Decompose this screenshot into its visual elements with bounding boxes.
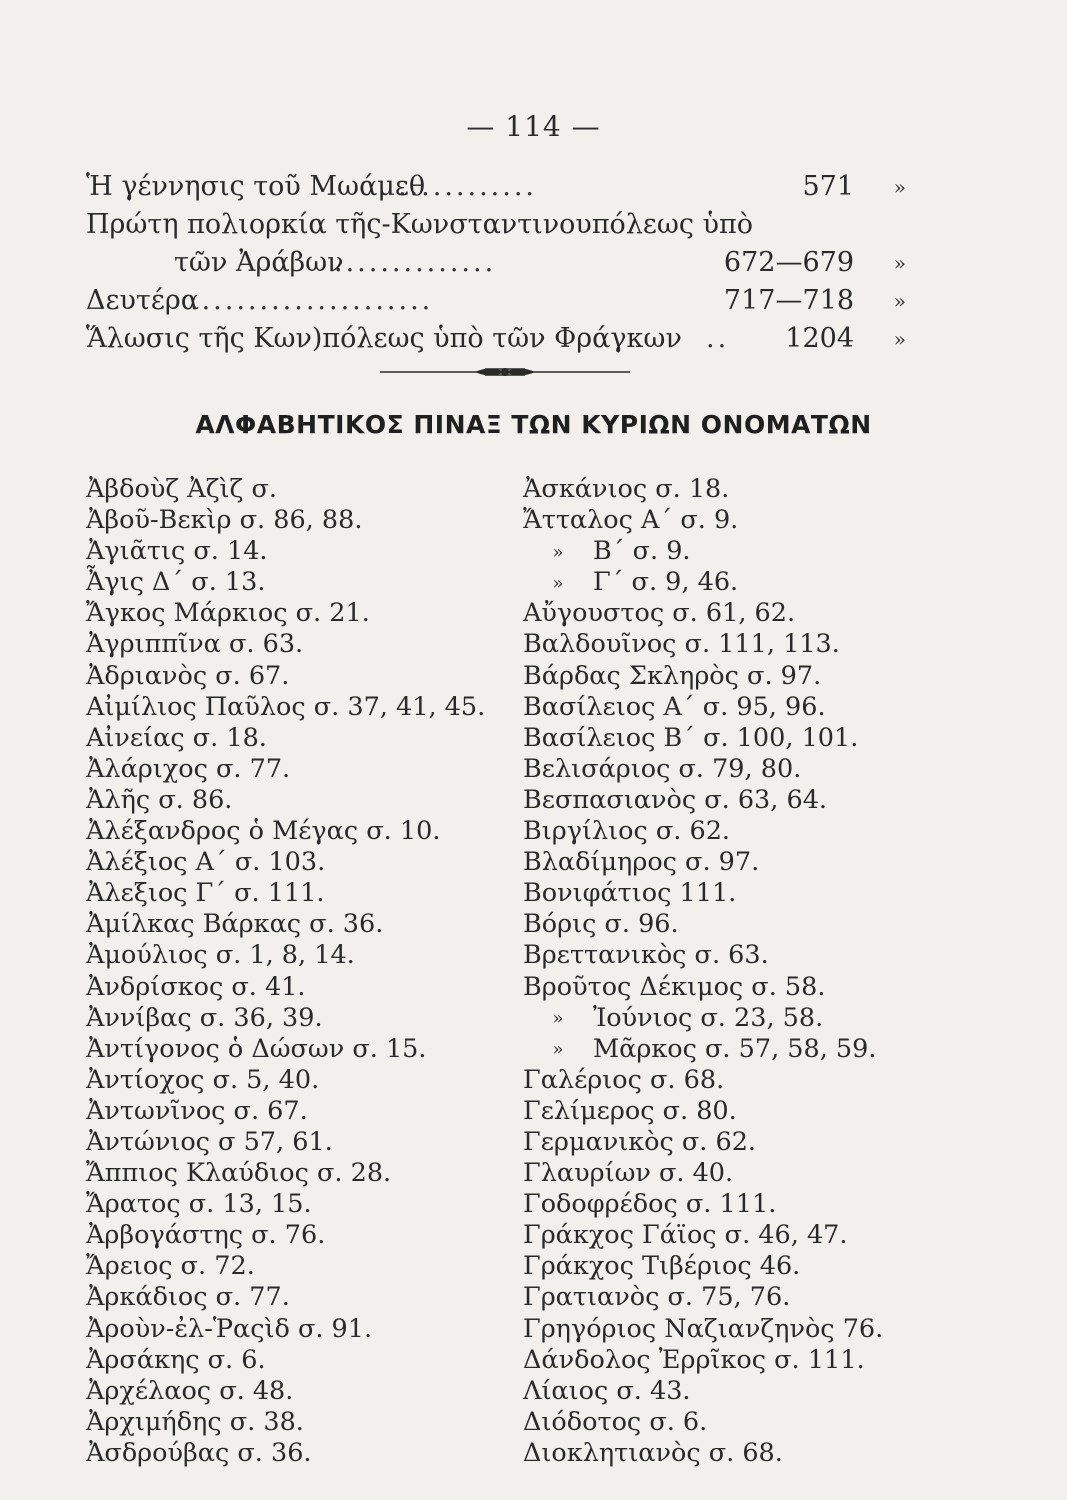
index-entry [523, 598, 883, 629]
index-entry-text: Βασίλειος Α΄ σ. 95, 96. [523, 691, 826, 722]
index-entry [523, 661, 883, 692]
ditto-mark: » [893, 251, 906, 275]
index-entry: Ἀμίλκας Βάρκας σ. 36. [86, 909, 384, 940]
index-entry: Ἀντώνιος σ 57, 61. [86, 1126, 333, 1157]
index-entry [523, 723, 883, 754]
chronology-year: 571 [802, 171, 854, 202]
index-entry [523, 1189, 883, 1220]
index-entry-text: Βελισάριος σ. 79, 80. [523, 753, 802, 784]
chronology-year: 672—679 [723, 247, 854, 278]
index-entry-text: Αὔγουστος σ. 61, 62. [523, 598, 796, 629]
index-entry: Ἀγιᾶτις σ. 14. [86, 536, 268, 567]
index-entry [523, 1034, 883, 1065]
chronology-list [86, 168, 906, 358]
index-entry [523, 1376, 883, 1407]
index-entry [523, 1096, 883, 1127]
index-entry: Ἀγριππῖνα σ. 63. [86, 629, 304, 660]
index-entry-text: Βαλδουῖνος σ. 111, 113. [523, 629, 840, 660]
index-heading: ΑΛΦΑΒΗΤΙΚΟΣ ΠΙΝΑΞ ΤΩΝ ΚΥΡΙΩΝ ΟΝΟΜΑΤΩΝ [195, 410, 872, 439]
index-entry [523, 1438, 883, 1469]
chronology-row [86, 320, 906, 358]
index-entry [523, 878, 883, 909]
ditto-mark: » [552, 1039, 564, 1061]
index-entry: Ἄρατος σ. 13, 15. [86, 1189, 312, 1220]
index-entry-text: Βόρις σ. 96. [523, 909, 679, 940]
ditto-mark: » [893, 175, 906, 199]
index-entry: Ἀλῆς σ. 86. [86, 784, 233, 815]
index-entry [523, 1407, 883, 1438]
index-entry: Ἀρσάκης σ. 6. [86, 1344, 266, 1375]
index-entry [523, 1251, 883, 1282]
ditto-mark: » [552, 1008, 564, 1030]
index-entry [523, 1314, 883, 1345]
index-entry: Ἆγις Δ΄ σ. 13. [86, 567, 266, 598]
index-entry-text: Γ΄ σ. 9, 46. [593, 567, 739, 598]
index-entry [523, 909, 883, 940]
chronology-event: Δευτέρα [86, 285, 199, 316]
index-entry: Ἀνδρίσκος σ. 41. [86, 971, 306, 1002]
index-entry: Ἀρβογάστης σ. 76. [86, 1220, 326, 1251]
index-entry-text: Διοκλητιανὸς σ. 68. [523, 1437, 783, 1468]
index-entry-text: Βεσπασιανὸς σ. 63, 64. [523, 784, 828, 815]
ditto-mark: » [552, 572, 564, 594]
index-entry-text: Γερμανικὸς σ. 62. [523, 1126, 757, 1157]
index-entry [523, 972, 883, 1003]
index-entry-text: Γελίμερος σ. 80. [523, 1095, 737, 1126]
index-entry-text: Γλαυρίων σ. 40. [523, 1158, 734, 1189]
ornament-divider [380, 360, 630, 384]
leader-dots: .. [706, 323, 730, 354]
index-entry-text: Ἄτταλος Α΄ σ. 9. [523, 505, 739, 536]
index-entry [523, 1345, 883, 1376]
index-entry: Ἀλάριχος σ. 77. [86, 753, 291, 784]
chronology-event: Ἅλωσις τῆς Κων)πόλεως ὑπὸ τῶν Φράγκων [86, 323, 682, 354]
index-entry-text: Βάρδας Σκληρὸς σ. 97. [523, 660, 822, 691]
leader-dots: .............. [334, 247, 497, 278]
chronology-year: 717—718 [723, 285, 854, 316]
index-entry [523, 754, 883, 785]
index-entry [523, 1003, 883, 1034]
index-entry [523, 1282, 883, 1313]
ditto-mark: » [893, 327, 906, 351]
index-entry [523, 847, 883, 878]
index-entry: Ἄγκος Μάρκιος σ. 21. [86, 598, 370, 629]
chronology-row [86, 282, 906, 320]
index-entry [523, 692, 883, 723]
ditto-mark: » [893, 289, 906, 313]
ditto-mark: » [552, 541, 564, 563]
index-entry: Ἀδριανὸς σ. 67. [86, 660, 290, 691]
index-entry-text: Μᾶρκος σ. 57, 58, 59. [593, 1033, 877, 1064]
index-entry-text: Γοδοφρέδος σ. 111. [523, 1189, 777, 1220]
index-entry: Ἀντίοχος σ. 5, 40. [86, 1064, 320, 1095]
index-entry-text: Ἀσκάνιος σ. 18. [523, 474, 730, 504]
page-number: — 114 — [466, 110, 601, 143]
index-entry: Ἀννίβας σ. 36, 39. [86, 1002, 323, 1033]
index-entry-text: Γράκχος Γάϊος σ. 46, 47. [523, 1220, 848, 1251]
index-entry-text: Βασίλειος Β΄ σ. 100, 101. [523, 722, 859, 753]
index-entry: Ἀμούλιος σ. 1, 8, 14. [86, 940, 355, 971]
index-entry [523, 1158, 883, 1189]
index-entry: Αἰνείας σ. 18. [86, 722, 267, 753]
index-entry: Ἄππιος Κλαύδιος σ. 28. [86, 1158, 392, 1189]
index-entry: Ἀροὺν-ἐλ-Ῥαςὶδ σ. 91. [86, 1313, 373, 1344]
index-entry: Ἀλεξιος Γ΄ σ. 111. [86, 878, 325, 909]
index-entry [523, 474, 883, 505]
index-entry [523, 567, 883, 598]
index-entry: Ἀλέξανδρος ὁ Μέγας σ. 10. [86, 816, 441, 847]
chronology-event: Ἡ γέννησις τοῦ Μωάμεθ [86, 171, 426, 202]
index-entry-text: Βλαδίμηρος σ. 97. [523, 847, 760, 878]
index-entry-text: Γρηγόριος Ναζιανζηνὸς 76. [523, 1313, 884, 1344]
index-entry [523, 940, 883, 971]
index-entry [523, 629, 883, 660]
chronology-row [86, 244, 906, 282]
index-entry: Ἀρχέλαος σ. 48. [86, 1375, 294, 1406]
chronology-event: τῶν Ἀράβων [174, 247, 344, 278]
index-entry [523, 1220, 883, 1251]
index-entry [523, 505, 883, 536]
index-entry-text: Βονιφάτιος 111. [523, 878, 737, 909]
index-entry-text: Β΄ σ. 9. [593, 536, 691, 567]
index-entry-text: Γρατιανὸς σ. 75, 76. [523, 1282, 791, 1313]
index-entry: Ἀβδοὺζ Ἀζὶζ σ. [86, 474, 277, 504]
index-entry-text: Δάνδολος Ἐρρῖκος σ. 111. [523, 1344, 865, 1375]
index-entry: Αἰμίλιος Παῦλος σ. 37, 41, 45. [86, 691, 486, 722]
index-entry: Ἀβοῦ-Βεκὶρ σ. 86, 88. [86, 505, 363, 536]
index-entry [523, 1127, 883, 1158]
index-entry-text: Γράκχος Τιβέριος 46. [523, 1251, 801, 1282]
index-entry: Ἀσδρούβας σ. 36. [86, 1437, 312, 1468]
index-entry-text: Βροῦτος Δέκιμος σ. 58. [523, 971, 826, 1002]
index-entry [523, 536, 883, 567]
index-entry: Ἄρειος σ. 72. [86, 1251, 255, 1282]
chronology-row [86, 206, 906, 244]
index-entry-text: Ἰούνιος σ. 23, 58. [593, 1002, 824, 1033]
index-entry: Ἀρκάδιος σ. 77. [86, 1282, 290, 1313]
index-entry: Ἀντωνῖνος σ. 67. [86, 1095, 308, 1126]
index-entry-text: Βρεττανικὸς σ. 63. [523, 940, 769, 971]
chronology-event: Πρώτη πολιορκία τῆς-Κωνσταντινουπόλεως ὑπὸ [86, 209, 754, 240]
leader-dots: ..................... [190, 285, 434, 316]
index-entry-text: Γαλέριος σ. 68. [523, 1064, 725, 1095]
index-entry [523, 1065, 883, 1096]
index-entry [523, 785, 883, 816]
index-entry [523, 816, 883, 847]
index-entry: Ἀρχιμήδης σ. 38. [86, 1406, 304, 1437]
index-entry: Ἀντίγονος ὁ Δώσων σ. 15. [86, 1033, 427, 1064]
index-column-right [523, 474, 883, 1469]
index-entry-text: Λίαιος σ. 43. [523, 1375, 691, 1406]
chronology-year: 1204 [785, 323, 854, 354]
leader-dots: ............ [398, 171, 537, 202]
index-entry-text: Βιργίλιος σ. 62. [523, 816, 731, 847]
index-entry: Ἀλέξιος Α΄ σ. 103. [86, 847, 326, 878]
index-column-left [86, 474, 485, 1469]
chronology-row [86, 168, 906, 206]
index-entry-text: Διόδοτος σ. 6. [523, 1406, 708, 1437]
